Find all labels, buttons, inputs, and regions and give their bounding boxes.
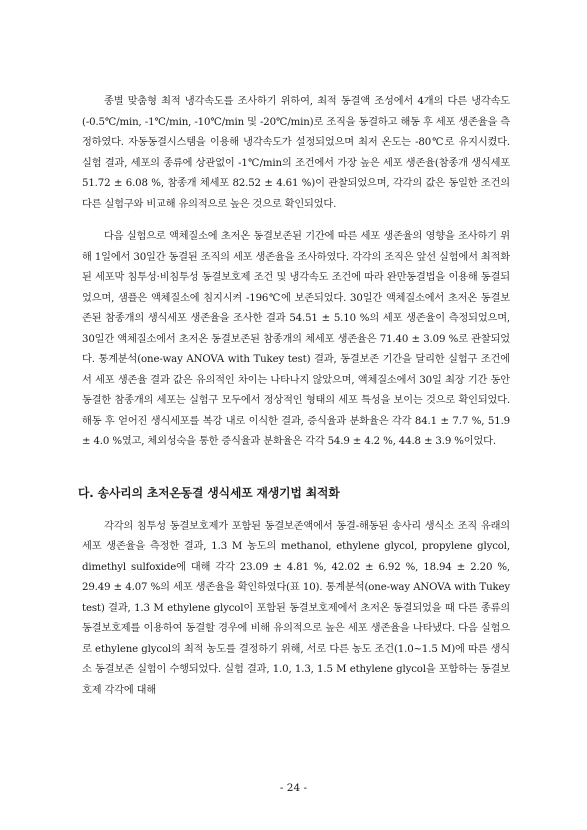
section-heading: 다. 송사리의 초저온동결 생식세포 재생기법 최적화	[78, 485, 340, 500]
page-number: - 24 -	[279, 782, 308, 794]
page-content	[78, 92, 510, 701]
paragraph-cryoprotectant: 각각의 침투성 동결보호제가 포함된 동결보존액에서 동결-해동된 송사리 생식소 조직 유래의 세포 생존율을 측정한 결과, 1.3 M 농도의 methanol, ethylene glycol, propylene glycol, dimethyl sulfoxide에 대해 각각 23.09 ± 4.81 %, 42.02 ± 6.92 %, 18.94 ± 2.20 %, 29.49 ± 4.07 %의 세포 생존율을 확인하였다(표 10). 통계분석(one-way ANOVA with Tukey test) 결과, 1.3 M ethylene glycol이 포함된 동결보호제에서 초저온 동결되었을 때 다른 종류의 동결보호제를 이용하여 동결할 경우에 비해 유의적으로 높은 세포 생존율을 나타냈다. 다음 실험으로 ethylene glycol의 최적 농도를 결정하기 위해, 서로 다른 농도 조건(1.0~1.5 M)에 따른 생식소 동결보존 실험이 수행되었다. 실험 결과, 1.0, 1.3, 1.5 M ethylene glycol을 포함하는 동결보호제 각각에 대해	[82, 520, 510, 696]
paragraph-storage-period: 다음 실험으로 액체질소에 초저온 동결보존된 기간에 따른 세포 생존율의 영향을 조사하기 위해 1일에서 30일간 동결된 조직의 세포 생존율을 조사하였다. 각각의 조직은 앞선 실험에서 최적화된 세포막 침투성·비침투성 동결보호제 조건 및 냉각속도 조건에 따라 완만동결법을 이용해 동결되었으며, 샘플은 액체질소에 침지시켜 -196℃에 보존되었다. 30일간 액체질소에서 초저온 동결보존된 참종개의 생식세포 생존율을 조사한 결과 54.51 ± 5.10 %의 세포 생존율이 측정되었으며, 30일간 액체질소에서 초저온 동결보존된 참종개의 체세포 생존율은 71.40 ± 3.09 %로 관찰되었다. 통계분석(one-way ANOVA with Tukey test) 결과, 동결보존 기간을 달리한 실험구 조건에서 세포 생존율 결과 값은 유의적인 차이는 나타나지 않았으며, 액체질소에서 30일 최장 기간 동안 동결한 참종개의 세포는 실험구 모두에서 정상적인 형태의 세포 특성을 보이는 것으로 확인되었다. 해동 후 얻어진 생식세포를 복강 내로 이식한 결과, 증식율과 분화율은 각각 84.1 ± 7.7 %, 51.9 ± 4.0 %였고, 체외성숙을 통한 증식율과 분화율은 각각 54.9 ± 4.2 %, 44.8 ± 3.9 %이었다.	[82, 231, 510, 447]
paragraph-cooling-rate: 종별 맞춤형 최적 냉각속도를 조사하기 위하여, 최적 동결액 조성에서 4개의 다른 냉각속도(-0.5℃/min, -1℃/min, -10℃/min 및 -20℃/min)로 조직을 동결하고 해동 후 세포 생존율을 측정하였다. 자동동결시스템을 이용해 냉각속도가 설정되었으며 최저 온도는 -80℃로 유지시켰다. 실험 결과, 세포의 종류에 상관없이 -1℃/min의 조건에서 가장 높은 세포 생존율(참종개 생식세포 51.72 ± 6.08 %, 참종개 체세포 82.52 ± 4.61 %)이 관찰되었으며, 각각의 값은 동일한 조건의 다른 실험구와 비교해 유의적으로 높은 것으로 확인되었다.	[82, 96, 510, 210]
